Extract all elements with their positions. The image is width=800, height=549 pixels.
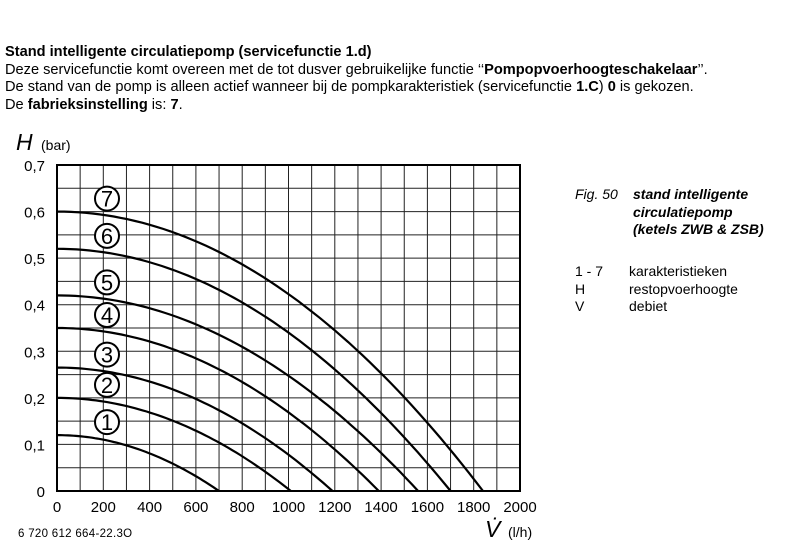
y-tick-label: 0: [36, 484, 45, 501]
curve-label-5: 5: [100, 270, 114, 296]
x-tick-label: 2000: [503, 499, 537, 516]
caption-title-3: (ketels ZWB & ZSB): [633, 221, 764, 237]
y-tick-label: 0,3: [24, 344, 45, 362]
x-tick-label: 800: [229, 499, 255, 516]
x-tick-label: 400: [137, 499, 163, 516]
y-tick-label: 0,4: [24, 297, 45, 315]
y-tick-label: 0,1: [24, 437, 45, 455]
intro-line-2: Deze servicefunctie komt overeen met de tot dusver gebruikelijke functie ‘‘Pompopvoerhoogteschakelaar’’.: [5, 61, 708, 78]
section-heading: Stand intelligente circulatiepomp (servicefunctie 1.d): [5, 44, 372, 60]
x-tick-label: 200: [90, 499, 116, 516]
legend-row: V debiet: [575, 298, 668, 314]
x-tick-label: 1000: [271, 499, 306, 516]
x-axis-unit: (l/h): [508, 524, 533, 540]
y-axis-symbol: H: [16, 129, 33, 155]
figure-number: Fig. 50: [575, 186, 618, 202]
intro-line-3: De stand van de pomp is alleen actief wanneer bij de pompkarakteristiek (servicefunctie 1.C) 0 is gekozen.: [5, 79, 694, 95]
x-tick-label: 1200: [318, 499, 352, 516]
y-tick-label: 0,6: [24, 204, 45, 222]
x-axis-symbol: V̇: [485, 516, 501, 542]
y-tick-label: 0,5: [24, 251, 45, 269]
legend-row: H restopvoerhoogte: [575, 280, 738, 297]
y-axis-unit: (bar): [41, 137, 71, 153]
y-tick-label: 0,7: [24, 158, 45, 175]
caption-title-2: circulatiepomp: [633, 203, 733, 220]
curve-label-2: 2: [100, 372, 114, 398]
intro-line-4: De fabrieksinstelling is: 7.: [5, 96, 183, 113]
curve-line-1: [57, 435, 219, 491]
x-tick-label: 1400: [364, 499, 398, 516]
x-tick-label: 600: [183, 499, 209, 516]
chart-grid: [57, 165, 520, 491]
curve-label-1: 1: [100, 410, 114, 436]
x-tick-label: 1800: [457, 499, 491, 516]
curve-label-6: 6: [100, 223, 114, 249]
legend-row: 1 - 7 karakteristieken: [575, 263, 728, 279]
caption-title-1: stand intelligente: [633, 186, 749, 202]
y-axis-title: [16, 129, 71, 155]
y-tick-label: 0,2: [24, 390, 45, 408]
figure-legend: [575, 263, 738, 316]
curve-label-4: 4: [100, 303, 114, 328]
curve-label-3: 3: [100, 342, 114, 368]
curve-label-7: 7: [100, 186, 114, 212]
document-code: 6 720 612 664-22.3O: [18, 528, 133, 540]
figure-caption: [575, 186, 764, 239]
x-axis-title: [485, 516, 532, 542]
x-tick-label: 0: [52, 499, 62, 516]
x-tick-label: 1600: [410, 499, 445, 516]
